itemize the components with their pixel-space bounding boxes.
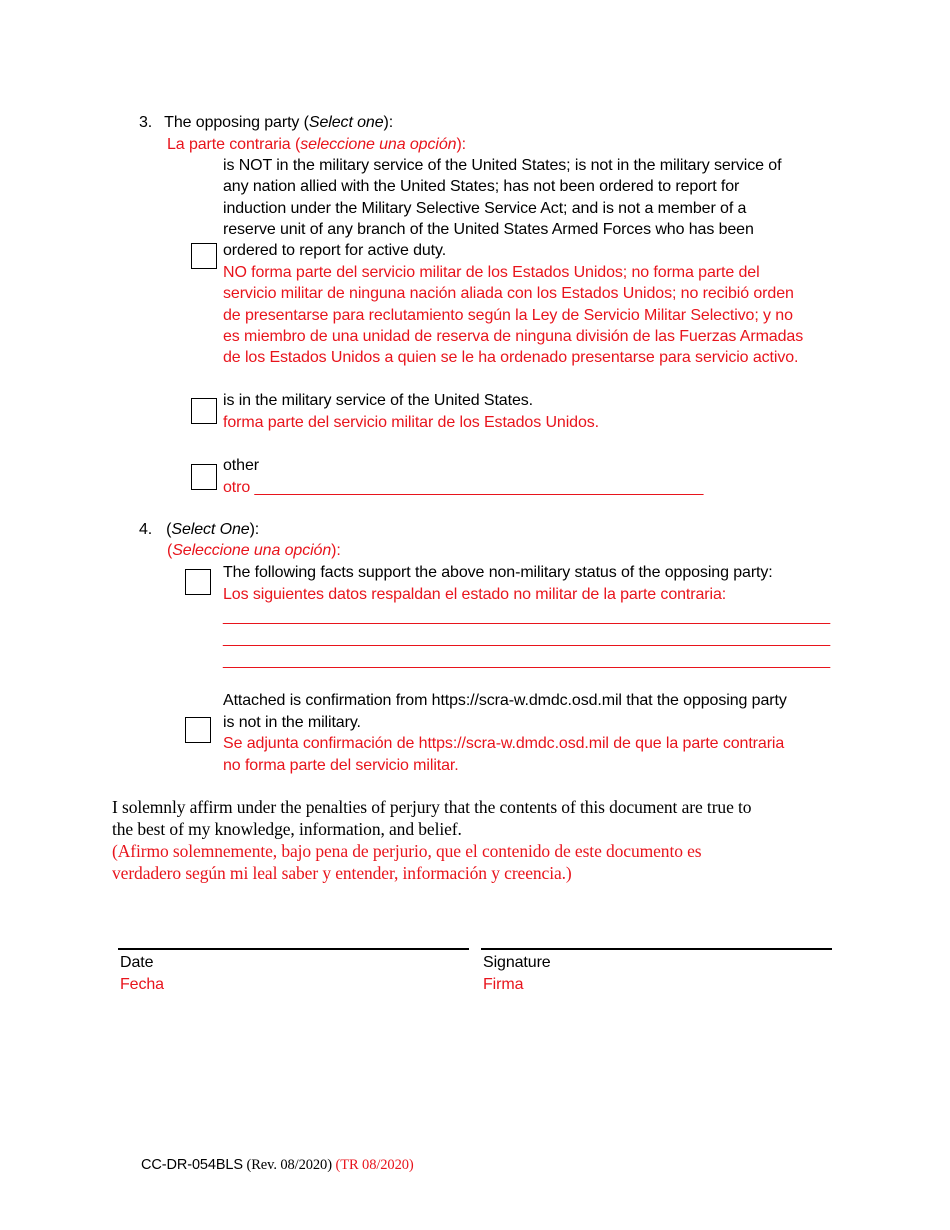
affirmation-text-es: verdadero según mi leal saber y entender, información y creencia.): [112, 863, 572, 883]
other-label: other: [223, 457, 259, 474]
signature-label: Signature: [483, 954, 551, 971]
confirmation-checkbox[interactable]: [185, 717, 211, 743]
item4-heading-es: (Seleccione una opción):: [167, 542, 341, 559]
not-military-text-es: es miembro de una unidad de reserva de ninguna división de las Fuerzas Armadas: [223, 328, 804, 345]
not-military-text: induction under the Military Selective Service Act; and is not a member of a: [223, 200, 747, 217]
not-military-text: is NOT in the military service of the United States; is not in the military service of: [223, 157, 782, 174]
signature-line[interactable]: [481, 948, 832, 950]
affirmation-text: the best of my knowledge, information, and belief.: [112, 819, 462, 839]
signature-label-es: Firma: [483, 976, 524, 993]
form-id: CC-DR-054BLS: [141, 1157, 243, 1173]
not-military-text-es: de los Estados Unidos a quien se le ha ordenado presentarse para servicio activo.: [223, 349, 799, 366]
confirmation-text-es: no forma parte del servicio militar.: [223, 757, 459, 774]
date-label-es: Fecha: [120, 976, 164, 993]
not-military-text-es: NO forma parte del servicio militar de los Estados Unidos; no forma parte del: [223, 264, 760, 281]
affirmation-text-es: (Afirmo solemnemente, bajo pena de perjurio, que el contenido de este documento es: [112, 841, 702, 861]
not-military-text: any nation allied with the United States; has not been ordered to report for: [223, 178, 740, 195]
not-military-checkbox[interactable]: [191, 243, 217, 269]
military-text-es: forma parte del servicio militar de los Estados Unidos.: [223, 414, 599, 431]
facts-blank-line[interactable]: _____________________________________________________________________: [223, 608, 831, 625]
item3-heading: 3. The opposing party (Select one):: [139, 114, 394, 131]
item3-heading-es: La parte contraria (seleccione una opción):: [167, 136, 467, 153]
item4-heading: 4. (Select One):: [139, 521, 260, 538]
confirmation-text: is not in the military.: [223, 714, 361, 731]
military-text: is in the military service of the United States.: [223, 392, 533, 409]
not-military-text-es: servicio militar de ninguna nación aliada con los Estados Unidos; no recibió orden: [223, 285, 794, 302]
other-input-line[interactable]: otro ___________________________________________________: [223, 479, 704, 496]
form-translation: (TR 08/2020): [331, 1157, 414, 1173]
facts-checkbox[interactable]: [185, 569, 211, 595]
form-revision: (Rev. 08/2020): [242, 1157, 332, 1173]
date-label: Date: [120, 954, 154, 971]
facts-text-es: Los siguientes datos respaldan el estado no militar de la parte contraria:: [223, 586, 727, 603]
confirmation-text-es: Se adjunta confirmación de https://scra-w.dmdc.osd.mil de que la parte contraria: [223, 735, 785, 752]
item3-number: 3.: [139, 114, 153, 131]
facts-text: The following facts support the above non-military status of the opposing party:: [223, 564, 773, 581]
confirmation-text: Attached is confirmation from https://scra-w.dmdc.osd.mil that the opposing party: [223, 692, 787, 709]
date-line[interactable]: [118, 948, 469, 950]
facts-blank-line[interactable]: _____________________________________________________________________: [223, 652, 831, 669]
footer-form-id: [141, 1155, 414, 1176]
military-checkbox[interactable]: [191, 398, 217, 424]
not-military-text: ordered to report for active duty.: [223, 242, 447, 259]
facts-blank-line[interactable]: _____________________________________________________________________: [223, 630, 831, 647]
affirmation-text: I solemnly affirm under the penalties of perjury that the contents of this document are true to: [112, 797, 752, 817]
item4-number: 4.: [139, 521, 153, 538]
not-military-text-es: de presentarse para reclutamiento según la Ley de Servicio Militar Selectivo; y no: [223, 307, 793, 324]
not-military-text: reserve unit of any branch of the United States Armed Forces who has been: [223, 221, 754, 238]
other-checkbox[interactable]: [191, 464, 217, 490]
